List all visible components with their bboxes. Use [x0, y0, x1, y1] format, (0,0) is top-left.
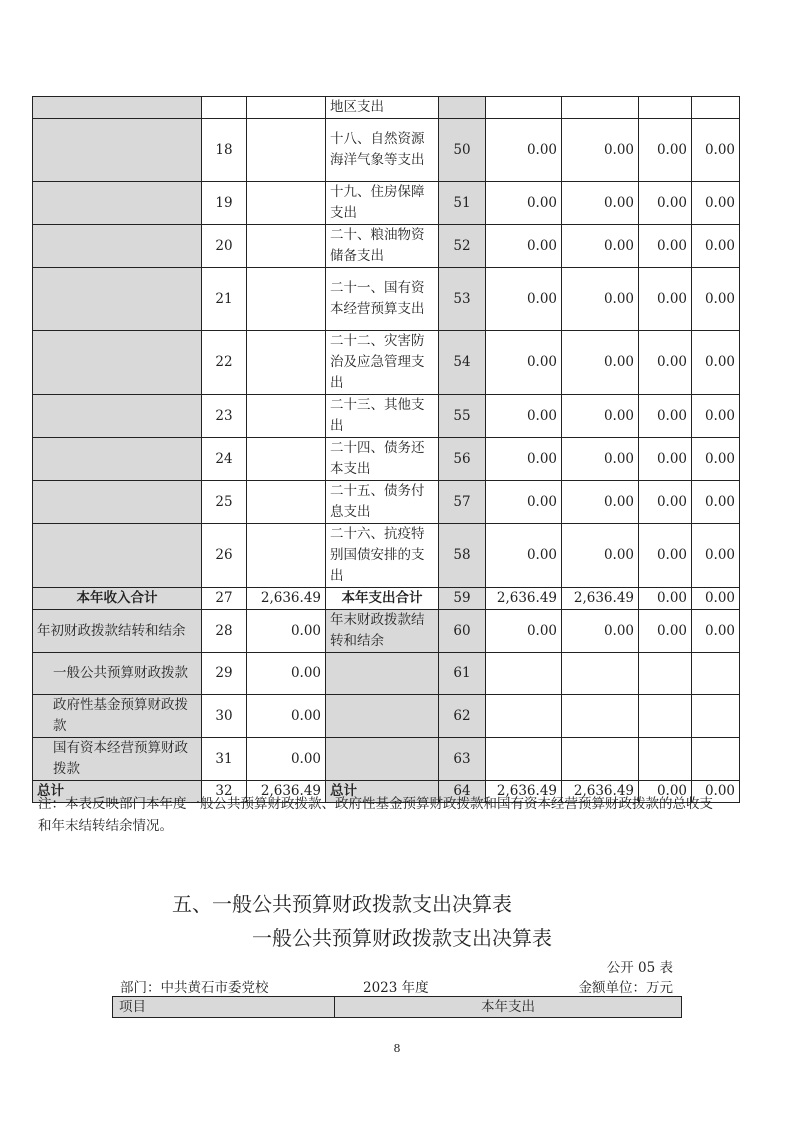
expense-item: 年末财政拨款结转和结余 [326, 610, 439, 653]
state-capital-amount: 0.00 [692, 588, 740, 610]
page-number: 8 [393, 1042, 401, 1055]
table-row [33, 653, 740, 695]
table-title: 一般公共预算财政拨款支出决算表 [252, 926, 552, 950]
income-item: 一般公共预算财政拨款 [33, 653, 202, 695]
expense-line-no: 61 [439, 653, 486, 695]
income-line-no: 29 [202, 653, 247, 695]
general-budget-amount: 0.00 [562, 524, 639, 588]
income-line-no: 30 [202, 695, 247, 738]
income-amount: 0.00 [247, 695, 326, 738]
expense-line-no: 59 [439, 588, 486, 610]
expense-total [486, 738, 562, 781]
expense-line-no: 56 [439, 438, 486, 481]
state-capital-amount: 0.00 [692, 268, 740, 331]
gov-fund-amount: 0.00 [639, 182, 692, 225]
state-capital-amount: 0.00 [692, 331, 740, 395]
general-budget-amount [562, 695, 639, 738]
expense-line-no: 54 [439, 331, 486, 395]
state-capital-amount [692, 738, 740, 781]
table-row [33, 481, 740, 524]
expense-total: 0.00 [486, 395, 562, 438]
gov-fund-amount: 0.00 [639, 588, 692, 610]
expense-line-no: 53 [439, 268, 486, 331]
income-item: 本年收入合计 [33, 588, 202, 610]
expense-item: 十九、住房保障支出 [326, 182, 439, 225]
expense-line-no: 51 [439, 182, 486, 225]
income-line-no: 26 [202, 524, 247, 588]
general-budget-amount: 0.00 [562, 438, 639, 481]
income-line-no: 23 [202, 395, 247, 438]
state-capital-amount: 0.00 [692, 524, 740, 588]
state-capital-amount: 0.00 [692, 438, 740, 481]
gov-fund-amount: 0.00 [639, 119, 692, 182]
table-row [33, 695, 740, 738]
expense-line-no: 57 [439, 481, 486, 524]
expense-item: 二十二、灾害防治及应急管理支出 [326, 331, 439, 395]
expense-item: 地区支出 [326, 97, 439, 119]
fiscal-year: 2023 年度 [363, 980, 429, 996]
expense-item: 二十六、抗疫特别国债安排的支出 [326, 524, 439, 588]
income-item [33, 524, 202, 588]
expense-total: 0.00 [486, 331, 562, 395]
expense-total [486, 695, 562, 738]
table-number: 公开 05 表 [606, 960, 673, 976]
state-capital-amount: 0.00 [692, 481, 740, 524]
table-row [33, 438, 740, 481]
state-capital-amount: 0.00 [692, 119, 740, 182]
income-amount [247, 395, 326, 438]
expense-total: 0.00 [486, 438, 562, 481]
expense-total: 0.00 [486, 481, 562, 524]
table-note: 注：本表反映部门本年度一般公共预算财政拨款、政府性基金预算财政拨款和国有资本经营预算财政拨款的总收支和年末结转结余情况。 [38, 796, 713, 834]
gov-fund-amount: 0.00 [639, 268, 692, 331]
expense-item [326, 653, 439, 695]
income-item [33, 481, 202, 524]
income-amount [247, 438, 326, 481]
gov-fund-amount: 0.00 [639, 225, 692, 268]
general-budget-amount [562, 653, 639, 695]
expense-line-no: 55 [439, 395, 486, 438]
income-item [33, 331, 202, 395]
income-line-no: 32 [202, 781, 247, 803]
income-line-no: 25 [202, 481, 247, 524]
state-capital-amount: 0.00 [692, 395, 740, 438]
expense-total: 0.00 [486, 119, 562, 182]
income-item: 年初财政拨款结转和结余 [33, 610, 202, 653]
expense-total: 0.00 [486, 225, 562, 268]
table-row [33, 395, 740, 438]
department-label: 部门：中共黄石市委党校 [120, 980, 269, 996]
expense-total: 2,636.49 [486, 588, 562, 610]
expense-line-no: 50 [439, 119, 486, 182]
expense-item: 二十三、其他支出 [326, 395, 439, 438]
income-line-no: 18 [202, 119, 247, 182]
income-amount: 0.00 [247, 653, 326, 695]
income-line-no: 31 [202, 738, 247, 781]
expense-total: 0.00 [486, 182, 562, 225]
general-budget-amount: 2,636.49 [562, 588, 639, 610]
table-row [33, 182, 740, 225]
income-amount [247, 481, 326, 524]
general-budget-amount: 0.00 [562, 182, 639, 225]
expense-item: 二十五、债务付息支出 [326, 481, 439, 524]
state-capital-amount [692, 653, 740, 695]
income-item [33, 119, 202, 182]
gov-fund-amount [639, 653, 692, 695]
gov-fund-amount: 0.00 [639, 610, 692, 653]
expense-total [486, 653, 562, 695]
general-budget-amount: 0.00 [562, 395, 639, 438]
income-line-no: 21 [202, 268, 247, 331]
table-row [33, 331, 740, 395]
state-capital-amount: 0.00 [692, 182, 740, 225]
income-item [33, 97, 202, 119]
expense-line-no: 52 [439, 225, 486, 268]
header-current-expense: 本年支出 [335, 997, 682, 1018]
income-amount: 0.00 [247, 738, 326, 781]
expense-total: 2,636.49 [486, 781, 562, 803]
income-item [33, 182, 202, 225]
general-budget-amount: 0.00 [562, 610, 639, 653]
table-row [33, 588, 740, 610]
income-amount [247, 97, 326, 119]
income-line-no: 28 [202, 610, 247, 653]
income-amount: 0.00 [247, 610, 326, 653]
expense-item [326, 738, 439, 781]
income-item: 总计 [33, 781, 202, 803]
income-item [33, 438, 202, 481]
expense-table-header [112, 996, 682, 1018]
income-amount [247, 524, 326, 588]
income-line-no: 22 [202, 331, 247, 395]
header-item: 项目 [113, 997, 335, 1018]
expense-line-no: 62 [439, 695, 486, 738]
general-budget-amount: 2,636.49 [562, 781, 639, 803]
table-row [33, 97, 740, 119]
gov-fund-amount: 0.00 [639, 395, 692, 438]
income-amount [247, 331, 326, 395]
income-amount [247, 182, 326, 225]
state-capital-amount [692, 695, 740, 738]
amount-unit: 金额单位：万元 [578, 980, 673, 996]
table-row [33, 119, 740, 182]
income-item: 政府性基金预算财政拨款 [33, 695, 202, 738]
expense-total: 0.00 [486, 268, 562, 331]
gov-fund-amount: 0.00 [639, 438, 692, 481]
expense-total [486, 97, 562, 119]
income-line-no [202, 97, 247, 119]
general-budget-amount [562, 97, 639, 119]
expense-line-no: 64 [439, 781, 486, 803]
general-budget-amount: 0.00 [562, 331, 639, 395]
expense-line-no [439, 97, 486, 119]
gov-fund-amount: 0.00 [639, 781, 692, 803]
table-row [33, 738, 740, 781]
general-budget-amount [562, 738, 639, 781]
expense-item: 二十、粮油物资储备支出 [326, 225, 439, 268]
gov-fund-amount: 0.00 [639, 524, 692, 588]
expense-item: 二十一、国有资本经营预算支出 [326, 268, 439, 331]
state-capital-amount: 0.00 [692, 610, 740, 653]
general-budget-amount: 0.00 [562, 225, 639, 268]
income-amount [247, 119, 326, 182]
expense-line-no: 58 [439, 524, 486, 588]
income-line-no: 19 [202, 182, 247, 225]
gov-fund-amount: 0.00 [639, 331, 692, 395]
gov-fund-amount: 0.00 [639, 481, 692, 524]
expense-item [326, 695, 439, 738]
expense-item: 本年支出合计 [326, 588, 439, 610]
expense-total: 0.00 [486, 524, 562, 588]
table-row [33, 610, 740, 653]
table-row [33, 225, 740, 268]
income-item: 国有资本经营预算财政拨款 [33, 738, 202, 781]
income-amount: 2,636.49 [247, 588, 326, 610]
income-amount: 2,636.49 [247, 781, 326, 803]
expense-item: 二十四、债务还本支出 [326, 438, 439, 481]
gov-fund-amount [639, 97, 692, 119]
income-item [33, 395, 202, 438]
state-capital-amount [692, 97, 740, 119]
income-line-no: 27 [202, 588, 247, 610]
expense-line-no: 60 [439, 610, 486, 653]
income-amount [247, 225, 326, 268]
state-capital-amount: 0.00 [692, 225, 740, 268]
expense-item: 总计 [326, 781, 439, 803]
expense-item: 十八、自然资源海洋气象等支出 [326, 119, 439, 182]
income-amount [247, 268, 326, 331]
general-budget-amount: 0.00 [562, 481, 639, 524]
income-line-no: 24 [202, 438, 247, 481]
income-item [33, 268, 202, 331]
gov-fund-amount [639, 738, 692, 781]
state-capital-amount: 0.00 [692, 781, 740, 803]
general-budget-amount: 0.00 [562, 119, 639, 182]
expense-total: 0.00 [486, 610, 562, 653]
gov-fund-amount [639, 695, 692, 738]
general-budget-amount: 0.00 [562, 268, 639, 331]
income-expense-table [32, 96, 740, 803]
expense-line-no: 63 [439, 738, 486, 781]
section-title: 五、一般公共预算财政拨款支出决算表 [172, 892, 512, 916]
table-row [33, 524, 740, 588]
income-line-no: 20 [202, 225, 247, 268]
table-row [33, 268, 740, 331]
income-item [33, 225, 202, 268]
